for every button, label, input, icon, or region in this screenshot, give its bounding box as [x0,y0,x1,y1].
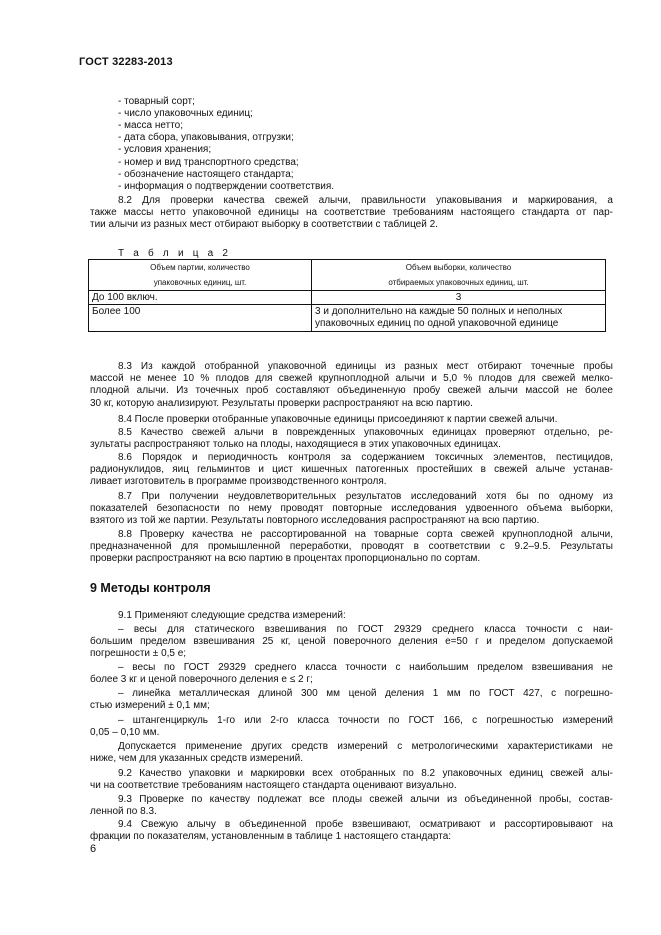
list-item: - обозначение настоящего стандарта; [118,169,294,180]
table-header-row [89,260,606,291]
list-item: - товарный сорт; [118,96,195,107]
paragraph-8-2 [90,195,613,232]
page-number: 6 [90,843,97,855]
text-line: также массы нетто упаковочной единицы на соответствие требованиям настоящего стандарта от пар- [90,207,613,219]
bullet-caliper [90,715,613,739]
text-line: ленной по 8.3. [90,806,157,818]
list-item: - число упаковочных единиц; [118,108,253,119]
table-header-cell [89,260,312,291]
text-line: фракции по показателям, установленным в таблице 1 настоящего стандарта: [90,831,452,843]
standard-header: ГОСТ 32283-2013 [79,56,173,68]
text-line: – штангенциркуль 1-го или 2-го класса точности по ГОСТ 166, с погрешностью измерений [118,715,613,726]
text-line: 8.2 Для проверки качества свежей алычи, правильности упаковывания и маркирования, а [118,195,613,206]
text-line: – линейка металлическая длиной 300 мм ценой деления 1 мм по ГОСТ 427, с погрешно- [118,688,613,699]
text-line: проверки распространяют на всю партию в процентах пропорционально по сортам. [90,553,481,565]
text-line: – весы для статического взвешивания по ГОСТ 29329 среднего класса точности с наи- [118,624,613,635]
text-line: 9.3 Проверке по качеству подлежат все плоды свежей алычи из объединенной пробы, состав- [118,794,613,805]
list-item: - дата сбора, упаковывания, отгрузки; [118,132,294,143]
text-line: 9.1 Применяют следующие средства измерений: [118,610,346,621]
text-line: ливает изготовитель в программе производственного контроля. [90,476,387,488]
table-row [89,305,606,332]
table-header-cell [312,260,606,291]
text-line: 9.2 Качество упаковки и маркировки всех отобранных по 8.2 упаковочных единиц свежей алы- [118,768,613,779]
text-line: тии алычи из разных мест отбирают выборку в соответствии с таблицей 2. [90,219,438,231]
text-line: 0,05 – 0,10 мм. [90,727,160,739]
text-line: 8.3 Из каждой отобранной упаковочной единицы из разных мест отбирают точечные пробы [118,361,613,372]
section-title: 9 Методы контроля [90,581,211,595]
text-line: 9.4 Свежую алычу в объединенной пробе взвешивают, осматривают и рассортировывают на [118,819,613,830]
text-line: ниже, чем для указанных средств измерений. [90,753,304,765]
paragraph-8-8 [90,529,613,566]
header-line: упаковочных единиц, шт. [153,278,247,287]
paragraph-9-3 [90,794,613,818]
text-line: – весы по ГОСТ 29329 среднего класса точности с наибольшим пределом взвешивания не [118,662,613,673]
text-line: погрешности ± 0,5 е; [90,648,187,660]
paragraph-9-4 [90,819,613,843]
list-item: - информация о подтверждении соответствия. [118,181,335,192]
text-line: 8.7 При получении неудовлетворительных результатов исследований хотя бы по одному из [118,491,613,502]
text-line: более 3 кг и ценой поверочного деления е ≤ 2 г; [90,674,313,686]
table-cell [312,305,606,332]
paragraph-9-1 [90,610,613,622]
text-line: стью измерений ± 0,1 мм; [90,700,210,712]
bullet-ruler [90,688,613,712]
paragraph-8-7 [90,491,613,528]
cell-text: 3 и дополнительно на каждые 50 полных и неполных [315,306,563,317]
header-line: Объем выборки, количество [405,263,512,272]
paragraph-8-3 [90,361,613,410]
text-line: 8.5 Качество свежей алычи в поврежденных упаковочных единицах проверяют отдельно, ре- [118,427,613,438]
bullet-scales-3kg [90,662,613,686]
table-cell: Более 100 [89,305,312,332]
table-row [89,291,606,305]
list-item: - масса нетто; [118,120,184,131]
paragraph-8-6 [90,452,613,489]
table-caption: Т а б л и ц а 2 [118,248,232,259]
bullet-scales-25kg [90,624,613,661]
paragraph-9-2 [90,768,613,792]
text-line: большим пределом взвешивания 25 кг, ценой поверочного деления е=50 г и пределом допускаемой [90,636,613,648]
text-line: 8.4 После проверки отобранные упаковочные единицы присоединяют к партии свежей алычи. [118,414,558,425]
header-line: Объем партии, количество [150,263,250,272]
text-line: массой не менее 10 % плодов для свежей крупноплодной алычи и 5,0 % плодов для свежей мелко- [90,373,613,385]
table-cell [312,291,606,305]
text-line: Допускается применение других средств измерений с метрологическими характеристиками не [118,741,613,752]
text-line: предназначенной для промышленной переработки, проводят в соответствии с 9.2–9.5. Результаты [90,541,613,553]
cell-text: упаковочных единиц по одной упаковочной единице [315,318,559,329]
list-item: - номер и вид транспортного средства; [118,157,299,168]
text-line: показателей безопасности по нему проводят повторные исследования удвоенного объема выборки, [90,503,613,515]
paragraph-9-1-note [90,741,613,765]
paragraph-8-4 [90,414,613,426]
paragraph-8-5 [90,427,613,451]
text-line: 30 кг, которую анализируют. Результаты проверки распространяют на всю партию. [90,397,473,409]
header-line: отбираемых упаковочных единиц, шт. [388,278,529,287]
text-line: радионуклидов, яиц гельминтов и цист кишечных патогенных простейших в свежей алыче устанав- [90,464,613,476]
text-line: взятого из той же партии. Результаты повторного исследования распространяют на всю партию. [90,515,540,527]
text-line: зультаты распространяют только на плоды, находящиеся в этих упаковочных единицах. [90,439,501,451]
table-cell: До 100 включ. [89,291,312,305]
text-line: 8.8 Проверку качества не рассортированной на товарные сорта свежей крупноплодной алычи, [118,529,613,540]
cell-text: 3 [455,292,462,303]
text-line: 8.6 Порядок и периодичность контроля за содержанием токсичных элементов, пестицидов, [118,452,613,463]
table-2 [88,259,606,332]
text-line: чи на соответствие требованиям настоящего стандарта оценивают визуально. [90,780,457,792]
list-item: - условия хранения; [118,144,212,155]
text-line: плодной алычи. Из точечных проб составляют объединенную пробу свежей алычи массой не более [90,385,613,397]
